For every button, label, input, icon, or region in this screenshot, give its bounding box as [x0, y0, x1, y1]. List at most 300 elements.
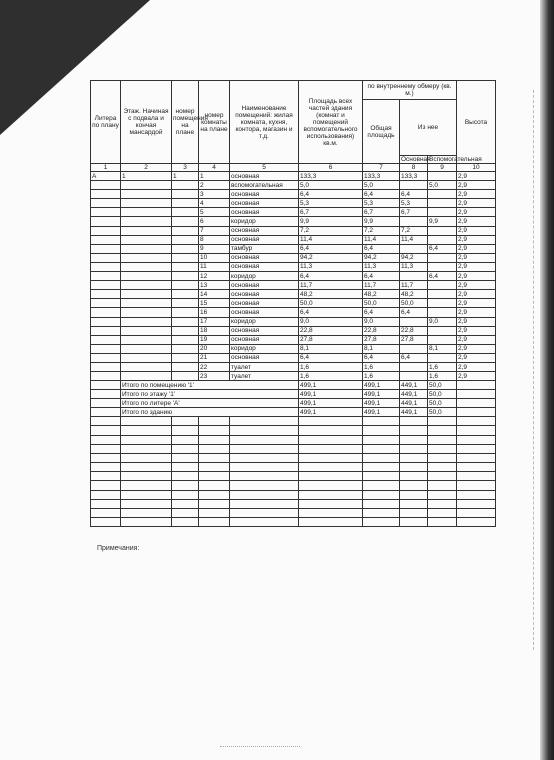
total-area-cell: 499,1	[363, 390, 400, 399]
empty-cell	[121, 453, 172, 462]
premise-number-cell	[172, 272, 199, 281]
empty-cell	[230, 472, 299, 481]
empty-cell	[457, 435, 496, 444]
total-area-cell: 5,3	[363, 199, 400, 208]
main-area-cell: 6,4	[400, 353, 428, 362]
height-cell: 2,9	[457, 217, 496, 226]
premise-number-cell	[172, 199, 199, 208]
room-number-cell: 15	[199, 299, 230, 308]
empty-cell	[457, 417, 496, 426]
explication-table	[90, 80, 496, 527]
height-cell: 2,9	[457, 335, 496, 344]
floor-cell: 1	[121, 172, 172, 181]
empty-cell	[299, 472, 363, 481]
empty-cell	[299, 417, 363, 426]
empty-cell	[230, 417, 299, 426]
empty-cell	[230, 463, 299, 472]
total-area-cell: 11,3	[363, 262, 400, 271]
empty-cell	[400, 472, 428, 481]
empty-cell	[400, 444, 428, 453]
empty-cell	[363, 417, 400, 426]
empty-cell	[172, 453, 199, 462]
empty-cell	[457, 444, 496, 453]
main-area-cell	[400, 344, 428, 353]
empty-cell	[91, 463, 121, 472]
total-rows	[91, 381, 496, 417]
main-area-cell	[400, 272, 428, 281]
area-cell: 9,9	[299, 217, 363, 226]
binding-marks	[533, 90, 540, 650]
room-number-cell: 13	[199, 281, 230, 290]
floor-cell	[121, 190, 172, 199]
floor-cell	[121, 281, 172, 290]
table-row	[91, 217, 496, 226]
floor-cell	[121, 217, 172, 226]
empty-cell	[400, 499, 428, 508]
empty-cell	[230, 426, 299, 435]
floor-cell	[121, 290, 172, 299]
empty-cell	[121, 463, 172, 472]
total-area-cell: 9,0	[363, 317, 400, 326]
height-cell: 2,9	[457, 253, 496, 262]
area-cell: 7,2	[299, 226, 363, 235]
aux-area-cell	[428, 290, 457, 299]
area-cell: 133,3	[299, 172, 363, 181]
empty-cell	[363, 435, 400, 444]
literal-cell	[91, 217, 121, 226]
height-cell: 2,9	[457, 272, 496, 281]
height-cell: 2,9	[457, 199, 496, 208]
header-aux-area: Вспомогательная	[429, 156, 482, 163]
area-cell: 5,3	[299, 199, 363, 208]
empty-row	[91, 426, 496, 435]
main-area-cell	[400, 317, 428, 326]
empty-cell	[91, 490, 121, 499]
total-area-cell: 7,2	[363, 226, 400, 235]
room-number-cell: 22	[199, 362, 230, 371]
empty-cell	[91, 417, 121, 426]
table-row	[91, 181, 496, 190]
area-cell: 9,0	[299, 317, 363, 326]
empty-cell	[428, 518, 457, 527]
total-row	[91, 381, 496, 390]
main-area-cell	[400, 244, 428, 253]
empty-cell	[400, 453, 428, 462]
empty-row	[91, 499, 496, 508]
premise-number-cell	[172, 181, 199, 190]
literal-cell	[91, 272, 121, 281]
height-cell	[457, 408, 496, 417]
area-cell: 11,3	[299, 262, 363, 271]
empty-cell	[457, 518, 496, 527]
total-label-cell: Итого по помещению '1'	[121, 381, 299, 390]
column-number: 6	[299, 164, 363, 172]
empty-cell	[91, 481, 121, 490]
premise-number-cell	[172, 326, 199, 335]
main-area-cell: 7,2	[400, 226, 428, 235]
empty-row	[91, 435, 496, 444]
table-row	[91, 326, 496, 335]
empty-cell	[428, 499, 457, 508]
empty-cell	[172, 490, 199, 499]
empty-cell	[121, 472, 172, 481]
area-cell: 499,1	[299, 408, 363, 417]
main-area-cell	[400, 181, 428, 190]
height-cell: 2,9	[457, 244, 496, 253]
aux-area-cell	[428, 208, 457, 217]
header-internal-measure: по внутреннему обмеру (кв. м.)	[363, 81, 457, 100]
empty-cell	[199, 518, 230, 527]
empty-cell	[230, 490, 299, 499]
empty-cell	[299, 453, 363, 462]
empty-row	[91, 518, 496, 527]
header-total-area: Общая площадь	[363, 100, 400, 164]
aux-area-cell	[428, 235, 457, 244]
empty-cell	[91, 426, 121, 435]
room-name-cell: основная	[230, 299, 299, 308]
main-area-cell: 22,8	[400, 326, 428, 335]
total-area-cell: 48,2	[363, 290, 400, 299]
area-cell: 8,1	[299, 344, 363, 353]
area-cell: 50,0	[299, 299, 363, 308]
literal-cell	[91, 344, 121, 353]
empty-cell	[428, 417, 457, 426]
room-number-cell: 18	[199, 326, 230, 335]
empty-cell	[172, 426, 199, 435]
empty-cell	[363, 481, 400, 490]
empty-cell	[299, 490, 363, 499]
premise-number-cell	[172, 226, 199, 235]
header-room-name: Наименование помещений: жилая комната, кухня, контора, магазин и т.д.	[230, 81, 299, 164]
empty-cell	[363, 463, 400, 472]
room-number-cell: 7	[199, 226, 230, 235]
floor-cell	[121, 326, 172, 335]
main-area-cell: 11,7	[400, 281, 428, 290]
area-cell: 11,7	[299, 281, 363, 290]
height-cell: 2,9	[457, 208, 496, 217]
empty-cell	[299, 499, 363, 508]
height-cell	[457, 390, 496, 399]
literal-cell	[91, 290, 121, 299]
room-number-cell: 20	[199, 344, 230, 353]
main-area-cell: 133,3	[400, 172, 428, 181]
total-label-cell: Итого по этажу '1'	[121, 390, 299, 399]
total-area-cell: 6,4	[363, 272, 400, 281]
aux-area-cell	[428, 335, 457, 344]
premise-number-cell	[172, 344, 199, 353]
explication-table-wrapper	[90, 80, 495, 527]
total-area-cell: 499,1	[363, 399, 400, 408]
room-name-cell: основная	[230, 226, 299, 235]
empty-cell	[199, 472, 230, 481]
floor-cell	[121, 235, 172, 244]
premise-number-cell	[172, 253, 199, 262]
height-cell: 2,9	[457, 353, 496, 362]
column-number: 7	[363, 164, 400, 172]
literal-cell	[91, 408, 121, 417]
aux-area-cell	[428, 262, 457, 271]
table-row	[91, 253, 496, 262]
table-row	[91, 190, 496, 199]
empty-cell	[172, 481, 199, 490]
height-cell: 2,9	[457, 172, 496, 181]
empty-row	[91, 490, 496, 499]
table-row	[91, 235, 496, 244]
literal-cell	[91, 381, 121, 390]
empty-cell	[363, 518, 400, 527]
height-cell: 2,9	[457, 181, 496, 190]
room-number-cell: 1	[199, 172, 230, 181]
total-area-cell: 133,3	[363, 172, 400, 181]
room-number-cell: 2	[199, 181, 230, 190]
room-name-cell: коридор	[230, 317, 299, 326]
empty-cell	[121, 435, 172, 444]
table-row	[91, 317, 496, 326]
literal-cell	[91, 190, 121, 199]
height-cell	[457, 381, 496, 390]
premise-number-cell	[172, 299, 199, 308]
area-cell: 1,6	[299, 362, 363, 371]
room-number-cell: 19	[199, 335, 230, 344]
total-area-cell: 8,1	[363, 344, 400, 353]
aux-area-cell: 1,6	[428, 372, 457, 381]
floor-cell	[121, 317, 172, 326]
table-row	[91, 335, 496, 344]
empty-cell	[91, 435, 121, 444]
height-cell: 2,9	[457, 317, 496, 326]
aux-area-cell: 9,9	[428, 217, 457, 226]
literal-cell	[91, 253, 121, 262]
main-area-cell: 94,2	[400, 253, 428, 262]
height-cell: 2,9	[457, 235, 496, 244]
literal-cell	[91, 299, 121, 308]
room-number-cell: 11	[199, 262, 230, 271]
premise-number-cell	[172, 262, 199, 271]
aux-area-cell: 5,0	[428, 181, 457, 190]
main-area-cell: 11,4	[400, 235, 428, 244]
column-number: 5	[230, 164, 299, 172]
empty-cell	[121, 509, 172, 518]
room-number-cell: 3	[199, 190, 230, 199]
header-room-number: номер комнаты на плане	[199, 81, 230, 164]
height-cell: 2,9	[457, 262, 496, 271]
total-row	[91, 408, 496, 417]
room-name-cell: основная	[230, 253, 299, 262]
empty-rows	[91, 417, 496, 527]
header-total-area-all: Площадь всех частей здания (комнат и помещений вспомогательного использования) кв.м.	[299, 81, 363, 164]
scan-shadow-edge	[540, 0, 554, 760]
empty-row	[91, 481, 496, 490]
floor-cell	[121, 253, 172, 262]
room-number-cell: 4	[199, 199, 230, 208]
floor-cell	[121, 353, 172, 362]
area-cell: 27,8	[299, 335, 363, 344]
premise-number-cell: 1	[172, 172, 199, 181]
empty-cell	[457, 463, 496, 472]
main-area-cell	[400, 217, 428, 226]
empty-cell	[230, 453, 299, 462]
aux-area-cell: 50,0	[428, 390, 457, 399]
literal-cell	[91, 281, 121, 290]
main-area-cell: 11,3	[400, 262, 428, 271]
empty-row	[91, 417, 496, 426]
floor-cell	[121, 272, 172, 281]
main-area-cell	[400, 362, 428, 371]
empty-cell	[428, 444, 457, 453]
room-name-cell: вспомогательная	[230, 181, 299, 190]
room-name-cell: основная	[230, 335, 299, 344]
column-number-row	[91, 164, 496, 172]
empty-cell	[400, 518, 428, 527]
aux-area-cell: 50,0	[428, 381, 457, 390]
premise-number-cell	[172, 362, 199, 371]
literal-cell	[91, 235, 121, 244]
total-area-cell: 94,2	[363, 253, 400, 262]
empty-cell	[400, 490, 428, 499]
empty-cell	[230, 518, 299, 527]
empty-cell	[121, 499, 172, 508]
room-number-cell: 5	[199, 208, 230, 217]
height-cell: 2,9	[457, 299, 496, 308]
empty-cell	[172, 472, 199, 481]
main-area-cell: 50,0	[400, 299, 428, 308]
total-area-cell: 6,4	[363, 190, 400, 199]
empty-cell	[363, 472, 400, 481]
header-height: Высота	[457, 81, 496, 164]
empty-cell	[199, 463, 230, 472]
floor-cell	[121, 344, 172, 353]
aux-area-cell	[428, 253, 457, 262]
height-cell: 2,9	[457, 190, 496, 199]
literal-cell	[91, 326, 121, 335]
area-cell: 6,7	[299, 208, 363, 217]
empty-row	[91, 453, 496, 462]
aux-area-cell: 50,0	[428, 408, 457, 417]
empty-cell	[91, 453, 121, 462]
room-name-cell: коридор	[230, 344, 299, 353]
area-cell: 1,6	[299, 372, 363, 381]
empty-cell	[172, 499, 199, 508]
empty-cell	[299, 509, 363, 518]
area-cell: 6,4	[299, 190, 363, 199]
empty-cell	[199, 481, 230, 490]
empty-cell	[172, 509, 199, 518]
table-row	[91, 172, 496, 181]
empty-cell	[428, 453, 457, 462]
height-cell: 2,9	[457, 308, 496, 317]
empty-cell	[121, 490, 172, 499]
empty-cell	[230, 435, 299, 444]
header-literal: Литера по плану	[91, 81, 121, 164]
empty-cell	[428, 426, 457, 435]
header-main-area: Основная	[401, 156, 431, 163]
table-row	[91, 290, 496, 299]
header-of-which: Из нее	[400, 100, 457, 156]
premise-number-cell	[172, 281, 199, 290]
area-cell: 499,1	[299, 390, 363, 399]
empty-cell	[400, 509, 428, 518]
main-area-cell: 27,8	[400, 335, 428, 344]
aux-area-cell	[428, 281, 457, 290]
empty-cell	[428, 509, 457, 518]
height-cell: 2,9	[457, 362, 496, 371]
premise-number-cell	[172, 335, 199, 344]
room-name-cell: основная	[230, 262, 299, 271]
empty-cell	[428, 435, 457, 444]
aux-area-cell	[428, 308, 457, 317]
empty-cell	[121, 481, 172, 490]
empty-cell	[457, 481, 496, 490]
premise-number-cell	[172, 372, 199, 381]
total-area-cell: 9,9	[363, 217, 400, 226]
empty-cell	[172, 435, 199, 444]
empty-cell	[230, 509, 299, 518]
room-name-cell: основная	[230, 353, 299, 362]
height-cell	[457, 399, 496, 408]
column-number: 3	[172, 164, 199, 172]
empty-cell	[199, 509, 230, 518]
empty-cell	[400, 426, 428, 435]
room-name-cell: туалет	[230, 372, 299, 381]
total-area-cell: 11,4	[363, 235, 400, 244]
column-number: 10	[457, 164, 496, 172]
area-cell: 94,2	[299, 253, 363, 262]
literal-cell: А	[91, 172, 121, 181]
empty-cell	[400, 463, 428, 472]
height-cell: 2,9	[457, 344, 496, 353]
empty-cell	[457, 453, 496, 462]
room-name-cell: основная	[230, 199, 299, 208]
premise-number-cell	[172, 217, 199, 226]
aux-area-cell	[428, 326, 457, 335]
total-area-cell: 6,4	[363, 308, 400, 317]
area-cell: 6,4	[299, 353, 363, 362]
height-cell: 2,9	[457, 290, 496, 299]
empty-cell	[457, 426, 496, 435]
area-cell: 5,0	[299, 181, 363, 190]
empty-cell	[91, 518, 121, 527]
room-name-cell: основная	[230, 290, 299, 299]
room-name-cell: основная	[230, 308, 299, 317]
literal-cell	[91, 390, 121, 399]
table-row	[91, 272, 496, 281]
empty-cell	[457, 509, 496, 518]
table-row	[91, 262, 496, 271]
column-number: 8	[400, 164, 428, 172]
aux-area-cell: 6,4	[428, 272, 457, 281]
area-cell: 499,1	[299, 381, 363, 390]
aux-area-cell	[428, 190, 457, 199]
literal-cell	[91, 399, 121, 408]
aux-area-cell: 50,0	[428, 399, 457, 408]
empty-cell	[199, 490, 230, 499]
table-row	[91, 299, 496, 308]
premise-number-cell	[172, 190, 199, 199]
main-area-cell: 6,4	[400, 190, 428, 199]
empty-cell	[172, 444, 199, 453]
header-floor: Этаж. Начиная с подвала и кончая мансардой	[121, 81, 172, 164]
room-rows	[91, 172, 496, 381]
literal-cell	[91, 353, 121, 362]
room-name-cell: основная	[230, 235, 299, 244]
total-area-cell: 499,1	[363, 408, 400, 417]
area-cell: 6,4	[299, 308, 363, 317]
room-number-cell: 8	[199, 235, 230, 244]
empty-cell	[428, 481, 457, 490]
empty-cell	[121, 444, 172, 453]
empty-cell	[199, 426, 230, 435]
total-row	[91, 390, 496, 399]
